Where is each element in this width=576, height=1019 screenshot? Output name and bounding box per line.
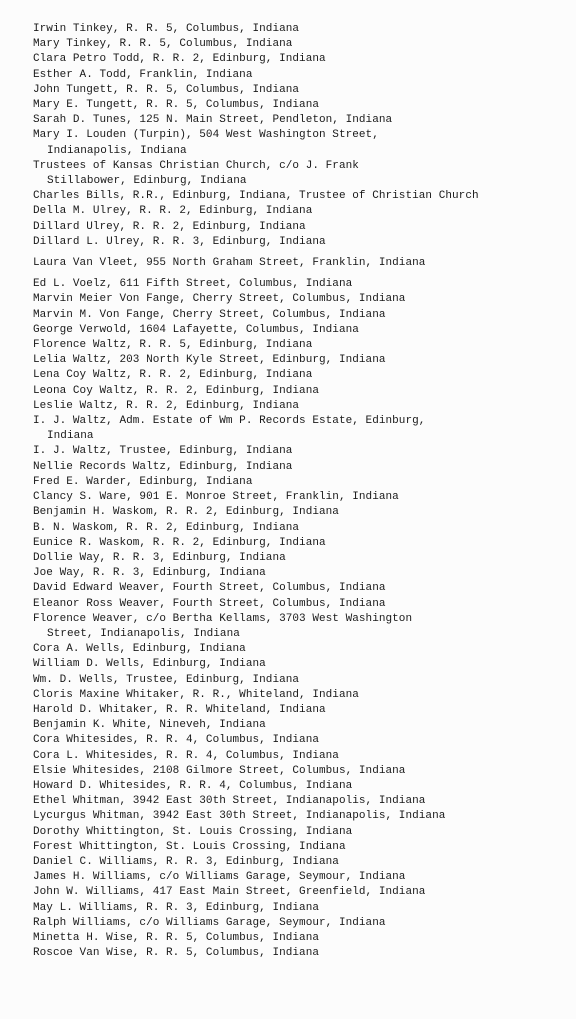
entry-text: Ethel Whitman, 3942 East 30th Street, Indianapolis, Indiana xyxy=(33,795,426,808)
entry-text: Marvin M. Von Fange, Cherry Street, Columbus, Indiana xyxy=(33,308,386,321)
list-item xyxy=(33,673,568,688)
list-item xyxy=(33,353,568,368)
entry-text: John W. Williams, 417 East Main Street, Greenfield, Indiana xyxy=(33,886,426,899)
entry-text: Lelia Waltz, 203 North Kyle Street, Edinburg, Indiana xyxy=(33,354,386,367)
entry-text: Cora A. Wells, Edinburg, Indiana xyxy=(33,643,246,656)
list-item xyxy=(33,855,568,870)
entry-text: Roscoe Van Wise, R. R. 5, Columbus, Indiana xyxy=(33,947,319,960)
entry-text: Wm. D. Wells, Trustee, Edinburg, Indiana xyxy=(33,673,300,686)
list-item xyxy=(33,612,568,642)
entry-text: Benjamin H. Waskom, R. R. 2, Edinburg, Indiana xyxy=(33,506,339,519)
entry-text: Minetta H. Wise, R. R. 5, Columbus, Indiana xyxy=(33,931,319,944)
entry-text: B. N. Waskom, R. R. 2, Edinburg, Indiana xyxy=(33,521,300,534)
list-item xyxy=(33,22,568,37)
entry-text: Mary I. Louden (Turpin), 504 West Washington Street, xyxy=(33,129,379,142)
list-item xyxy=(33,581,568,596)
list-item xyxy=(33,490,568,505)
list-item xyxy=(33,901,568,916)
entry-text: Clancy S. Ware, 901 E. Monroe Street, Franklin, Indiana xyxy=(33,491,399,504)
entry-text: George Verwold, 1604 Lafayette, Columbus, Indiana xyxy=(33,323,359,336)
list-item xyxy=(33,384,568,399)
list-item xyxy=(33,113,568,128)
list-item xyxy=(33,444,568,459)
entry-continuation: Stillabower, Edinburg, Indiana xyxy=(47,175,247,188)
entry-text: Dillard L. Ulrey, R. R. 3, Edinburg, Indiana xyxy=(33,235,326,248)
list-item xyxy=(33,809,568,824)
entry-text: Lycurgus Whitman, 3942 East 30th Street, Indianapolis, Indiana xyxy=(33,810,446,823)
list-item xyxy=(33,128,568,158)
entry-text: Harold D. Whitaker, R. R. Whiteland, Indiana xyxy=(33,703,326,716)
list-item xyxy=(33,368,568,383)
list-item xyxy=(33,414,568,444)
entry-text: Laura Van Vleet, 955 North Graham Street, Franklin, Indiana xyxy=(33,257,426,270)
entry-text: Ralph Williams, c/o Williams Garage, Seymour, Indiana xyxy=(33,916,386,929)
entry-text: Florence Waltz, R. R. 5, Edinburg, Indiana xyxy=(33,339,313,352)
list-item xyxy=(33,204,568,219)
list-item xyxy=(33,825,568,840)
list-item xyxy=(33,521,568,536)
list-item xyxy=(33,885,568,900)
list-item xyxy=(33,749,568,764)
list-item xyxy=(33,460,568,475)
list-item xyxy=(33,37,568,52)
list-item xyxy=(33,52,568,67)
entry-text: Marvin Meier Von Fange, Cherry Street, Columbus, Indiana xyxy=(33,293,406,306)
entry-text: May L. Williams, R. R. 3, Edinburg, Indiana xyxy=(33,901,319,914)
entry-text: Howard D. Whitesides, R. R. 4, Columbus, Indiana xyxy=(33,779,353,792)
list-item xyxy=(33,189,568,204)
entry-text: Dillard Ulrey, R. R. 2, Edinburg, Indiana xyxy=(33,220,306,233)
entry-text: Charles Bills, R.R., Edinburg, Indiana, Trustee of Christian Church xyxy=(33,190,479,203)
list-item xyxy=(33,256,568,271)
entry-continuation: Street, Indianapolis, Indiana xyxy=(47,627,240,640)
entry-text: Della M. Ulrey, R. R. 2, Edinburg, Indiana xyxy=(33,205,313,218)
list-item xyxy=(33,308,568,323)
list-item xyxy=(33,688,568,703)
list-item xyxy=(33,83,568,98)
list-item xyxy=(33,642,568,657)
name-address-list xyxy=(33,22,568,961)
list-item xyxy=(33,551,568,566)
list-item xyxy=(33,946,568,961)
entry-text: Lena Coy Waltz, R. R. 2, Edinburg, Indiana xyxy=(33,369,313,382)
entry-text: William D. Wells, Edinburg, Indiana xyxy=(33,658,266,671)
list-item xyxy=(33,703,568,718)
entry-text: David Edward Weaver, Fourth Street, Columbus, Indiana xyxy=(33,582,386,595)
entry-text: Elsie Whitesides, 2108 Gilmore Street, Columbus, Indiana xyxy=(33,764,406,777)
entry-text: Benjamin K. White, Nineveh, Indiana xyxy=(33,719,266,732)
entry-text: I. J. Waltz, Trustee, Edinburg, Indiana xyxy=(33,445,293,458)
entry-text: Leslie Waltz, R. R. 2, Edinburg, Indiana xyxy=(33,399,300,412)
entry-text: Mary Tinkey, R. R. 5, Columbus, Indiana xyxy=(33,38,293,51)
list-item xyxy=(33,338,568,353)
entry-text: Joe Way, R. R. 3, Edinburg, Indiana xyxy=(33,567,266,580)
entry-text: Cloris Maxine Whitaker, R. R., Whiteland, Indiana xyxy=(33,688,359,701)
list-item xyxy=(33,235,568,250)
entry-continuation: Indianapolis, Indiana xyxy=(47,144,187,157)
list-item xyxy=(33,475,568,490)
list-item xyxy=(33,277,568,292)
list-item xyxy=(33,794,568,809)
list-item xyxy=(33,733,568,748)
entry-text: John Tungett, R. R. 5, Columbus, Indiana xyxy=(33,83,300,96)
list-item xyxy=(33,536,568,551)
entry-text: I. J. Waltz, Adm. Estate of Wm P. Records Estate, Edinburg, xyxy=(33,415,426,428)
entry-text: James H. Williams, c/o Williams Garage, Seymour, Indiana xyxy=(33,871,406,884)
list-item xyxy=(33,597,568,612)
list-item xyxy=(33,505,568,520)
entry-text: Eunice R. Waskom, R. R. 2, Edinburg, Indiana xyxy=(33,536,326,549)
entry-text: Cora Whitesides, R. R. 4, Columbus, Indiana xyxy=(33,734,319,747)
entry-text: Fred E. Warder, Edinburg, Indiana xyxy=(33,475,253,488)
list-item xyxy=(33,916,568,931)
entry-text: Leona Coy Waltz, R. R. 2, Edinburg, Indiana xyxy=(33,384,319,397)
entry-text: Dollie Way, R. R. 3, Edinburg, Indiana xyxy=(33,551,286,564)
list-item xyxy=(33,779,568,794)
list-item xyxy=(33,566,568,581)
list-item xyxy=(33,98,568,113)
entry-text: Ed L. Voelz, 611 Fifth Street, Columbus, Indiana xyxy=(33,278,353,291)
list-item xyxy=(33,840,568,855)
list-item xyxy=(33,870,568,885)
entry-text: Cora L. Whitesides, R. R. 4, Columbus, Indiana xyxy=(33,749,339,762)
list-item xyxy=(33,68,568,83)
entry-text: Irwin Tinkey, R. R. 5, Columbus, Indiana xyxy=(33,23,300,35)
list-item xyxy=(33,764,568,779)
entry-text: Dorothy Whittington, St. Louis Crossing, Indiana xyxy=(33,825,353,838)
list-item xyxy=(33,718,568,733)
list-item xyxy=(33,399,568,414)
entry-text: Eleanor Ross Weaver, Fourth Street, Columbus, Indiana xyxy=(33,597,386,610)
list-item xyxy=(33,931,568,946)
entry-text: Sarah D. Tunes, 125 N. Main Street, Pendleton, Indiana xyxy=(33,114,393,127)
list-item xyxy=(33,657,568,672)
entry-text: Daniel C. Williams, R. R. 3, Edinburg, Indiana xyxy=(33,855,339,868)
entry-continuation: Indiana xyxy=(47,430,94,443)
entry-text: Florence Weaver, c/o Bertha Kellams, 3703 West Washington xyxy=(33,612,413,625)
entry-text: Forest Whittington, St. Louis Crossing, Indiana xyxy=(33,840,346,853)
entry-text: Esther A. Todd, Franklin, Indiana xyxy=(33,68,253,81)
entry-text: Nellie Records Waltz, Edinburg, Indiana xyxy=(33,460,293,473)
list-item xyxy=(33,159,568,189)
entry-text: Trustees of Kansas Christian Church, c/o J. Frank xyxy=(33,159,359,172)
list-item xyxy=(33,292,568,307)
list-item xyxy=(33,220,568,235)
entry-text: Clara Petro Todd, R. R. 2, Edinburg, Indiana xyxy=(33,53,326,66)
entry-text: Mary E. Tungett, R. R. 5, Columbus, Indiana xyxy=(33,99,319,112)
list-item xyxy=(33,323,568,338)
